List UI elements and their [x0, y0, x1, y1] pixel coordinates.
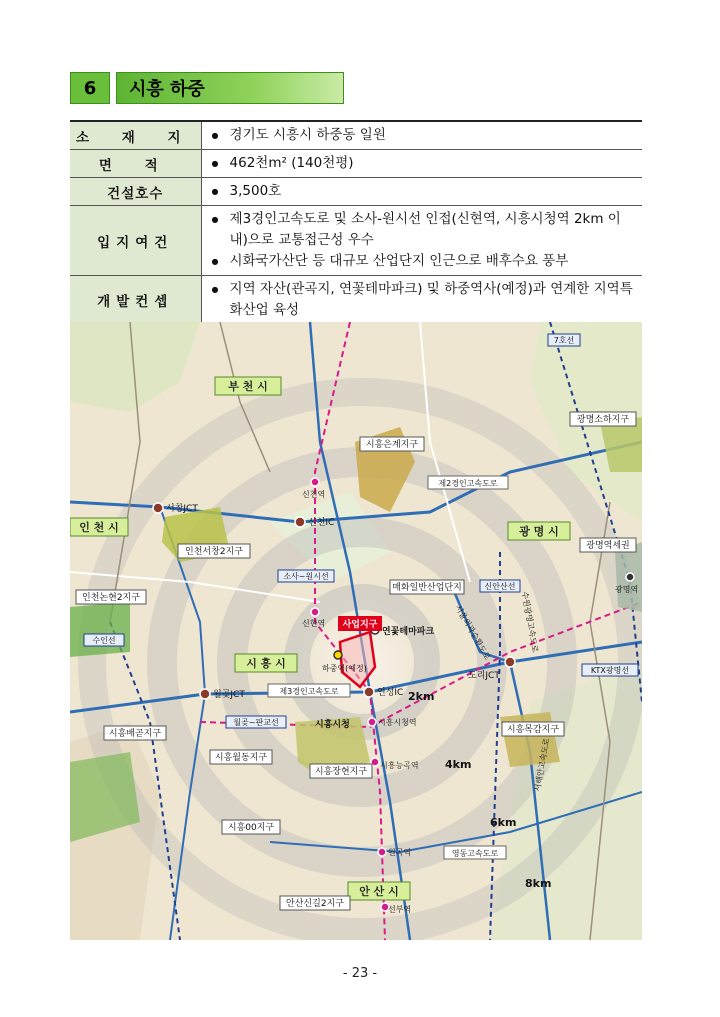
station-label: 신천역: [302, 490, 326, 499]
city-label-incheon: 인 천 시: [79, 521, 119, 534]
row-label-area: 면 적: [70, 150, 201, 178]
road-label: 제3경인고속도로: [279, 687, 339, 696]
station-marker: [368, 718, 376, 726]
station-label: 원곡역: [388, 848, 412, 857]
site-info-table: [70, 120, 642, 326]
ring-label-2km: 2km: [408, 690, 435, 703]
station-marker: [311, 478, 319, 486]
row-label-units: 건설호수: [70, 178, 201, 206]
ring-label-8km: 8km: [525, 877, 552, 890]
location-map-svg: [70, 322, 642, 940]
junction-label: 월곶JCT: [213, 690, 245, 700]
row-label-location: 소 재 지: [70, 121, 201, 150]
table-row: [70, 121, 642, 150]
ring-label-4km: 4km: [445, 758, 472, 771]
junction-label: 연성IC: [377, 688, 404, 698]
district-label: 시흥시청: [315, 720, 350, 730]
station-label: 광명역: [615, 585, 639, 594]
junction-marker: [505, 657, 515, 667]
road-label: 서울외곽순환도로: [453, 603, 492, 662]
city-label-bucheon: 부 천 시: [228, 380, 268, 393]
list-item: ● 제3경인고속도로 및 소사-원시선 인접(신현역, 시흥시청역 2km 이내)으로 교통접근성 우수: [208, 209, 636, 251]
junction-label: 서창JCT: [166, 504, 198, 514]
junction-label: 도리JCT: [468, 671, 500, 681]
road-label: 수원광명고속도로: [520, 590, 540, 654]
district-label: 안산신길2지구: [286, 899, 344, 909]
rail-label: 소사~원시선: [283, 572, 329, 581]
district-label: 광명소하지구: [576, 415, 630, 425]
junction-label: 신천IC: [308, 518, 335, 528]
table-row: [70, 206, 642, 276]
station-marker-planned: [334, 651, 342, 659]
station-label: 신현역: [302, 619, 326, 628]
district-label: 광명역세권: [586, 541, 630, 551]
station-label: 시흥시청역: [378, 718, 417, 727]
district-label: 연꽃테마파크: [382, 627, 435, 637]
district-label: 시흥장현지구: [314, 767, 368, 777]
rail-label: 7호선: [553, 336, 575, 345]
city-label-siheung: 시 흥 시: [246, 657, 286, 670]
junction-marker: [295, 517, 305, 527]
district-nonhyeon2: [70, 602, 130, 657]
site-label: 사업지구: [342, 620, 378, 630]
city-label-gwangmyeong: 광 명 시: [519, 525, 559, 538]
rail-label: 수인선: [92, 636, 116, 645]
road-label: 서해안고속도로: [533, 737, 552, 793]
table-row: [70, 276, 642, 326]
station-label: 시흥능곡역: [380, 761, 419, 770]
city-label-ansan: 안 산 시: [359, 885, 399, 898]
list-item: ● 지역 자산(관곡지, 연꽃테마파크) 및 하중역사(예정)과 연계한 지역특화산업 육성: [208, 279, 636, 321]
district-label: 시흥배곧지구: [108, 729, 162, 739]
section-header: [70, 72, 344, 104]
district-label: 시흥목감지구: [506, 725, 560, 735]
page-number: - 23 -: [342, 966, 378, 981]
junction-marker: [200, 689, 210, 699]
junction-marker: [364, 687, 374, 697]
row-label-concept: 개발컨셉: [70, 276, 201, 326]
list-item: ● 462천m² (140천평): [208, 153, 636, 174]
district-label: 시흥월동지구: [214, 753, 268, 763]
district-label: 인천서창2지구: [185, 547, 243, 557]
rail-label: 월곶~판교선: [233, 718, 279, 727]
ring-label-6km: 6km: [490, 816, 517, 829]
list-item: ● 시화국가산단 등 대규모 산업단지 인근으로 배후수요 풍부: [208, 251, 636, 272]
list-item: ● 경기도 시흥시 하중동 일원: [208, 125, 636, 146]
district-label: 시흥00지구: [227, 823, 275, 833]
district-label: 시흥은계지구: [365, 440, 419, 450]
section-number: 6: [70, 72, 110, 104]
list-item: ● 3,500호: [208, 181, 636, 202]
location-map: [70, 322, 642, 940]
section-title: 시흥 하중: [116, 72, 344, 104]
table-row: [70, 178, 642, 206]
road-label: 영동고속도로: [451, 849, 499, 858]
district-label: 매화일반산업단지: [392, 583, 462, 593]
station-label: 하중역(예정): [322, 664, 367, 673]
table-row: [70, 150, 642, 178]
rail-label: 신안산선: [484, 582, 516, 591]
station-marker: [311, 608, 319, 616]
station-label: 선부역: [388, 905, 412, 914]
station-marker: [378, 848, 386, 856]
row-label-conditions: 입지여건: [70, 206, 201, 276]
road-label: 제2경인고속도로: [438, 479, 498, 488]
station-marker: [626, 573, 634, 581]
junction-marker: [153, 503, 163, 513]
rail-label: KTX광명선: [590, 666, 630, 675]
district-label: 인천논현2지구: [82, 593, 140, 603]
